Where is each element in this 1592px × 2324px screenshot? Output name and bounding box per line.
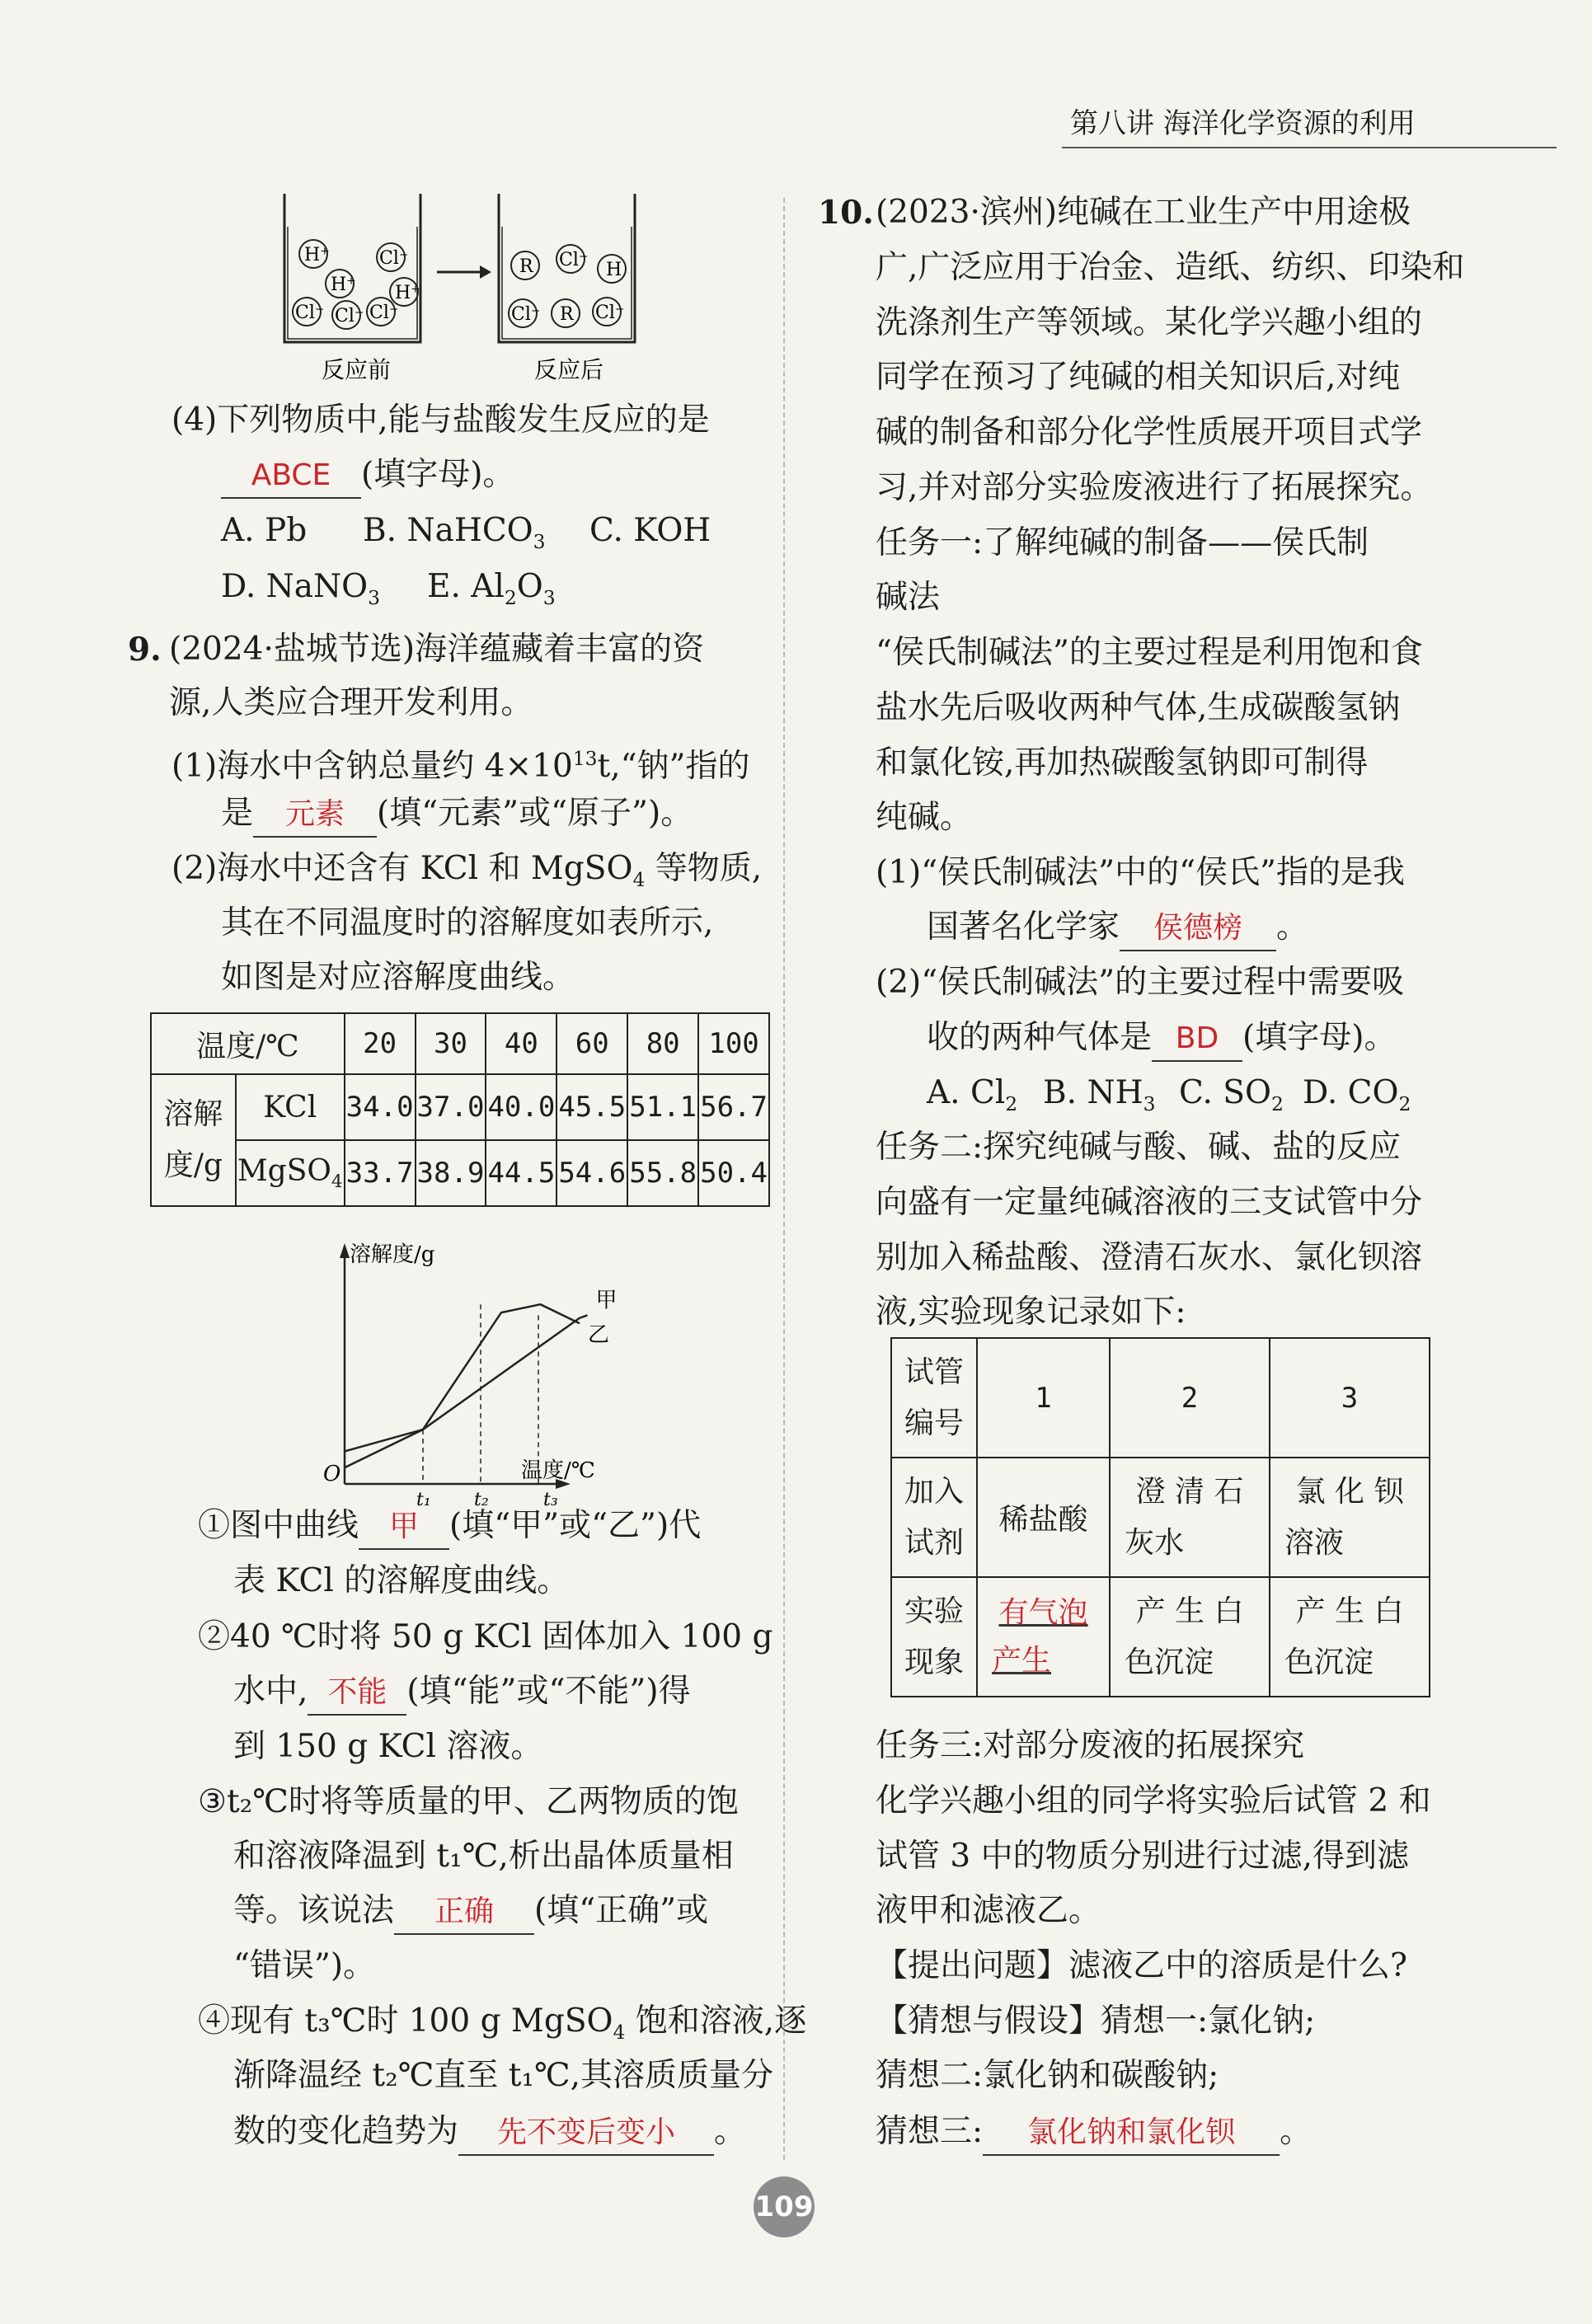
solubility-table	[150, 1012, 770, 1207]
ion: H⁺	[395, 283, 420, 303]
q9-p2-line3: 如图是对应溶解度曲线。	[221, 959, 575, 996]
reaction-diagram	[280, 190, 651, 387]
q10-line6: 习,并对部分实验废液进行了拓展探究。	[876, 469, 1433, 506]
q10-line5: 碱的制备和部分化学性质展开项目式学	[876, 414, 1423, 451]
q9-p1-line2: 是 元素 (填“元素”或“原子”)。	[221, 786, 693, 841]
hypothesis-1: 【猜想与假设】猜想一:氯化钠;	[876, 2002, 1316, 2040]
answer-blank: 侯德榜	[1120, 907, 1276, 951]
ion: R	[560, 304, 574, 325]
q9-line2: 源,人类应合理开发利用。	[169, 684, 533, 721]
y-axis-label: 溶解度/g	[350, 1242, 435, 1267]
temp-header: 温度/℃	[151, 1013, 345, 1074]
series-line-2	[345, 1304, 580, 1451]
q10-p1-line1: (1)“侯氏制碱法”中的“侯氏”指的是我	[876, 854, 1405, 891]
task3-line3: 液甲和滤液乙。	[876, 1892, 1101, 1929]
q8-4-option-c: C. KOH	[589, 512, 711, 549]
q10-p1-line2: 国著名化学家 侯德榜 。	[927, 900, 1308, 955]
origin-label: O	[323, 1462, 341, 1486]
task1-line4: 纯碱。	[876, 799, 973, 836]
reagent-cell: 稀盐酸	[977, 1458, 1110, 1577]
question-raised: 【提出问题】滤液乙中的溶质是什么?	[876, 1947, 1407, 1984]
q9-s1-line2: 表 KCl 的溶解度曲线。	[233, 1562, 570, 1599]
q9-s4-line2: 渐降温经 t₂℃直至 t₁℃,其溶质质量分	[233, 2057, 774, 2094]
kcl-cell: 40.0	[486, 1074, 556, 1140]
q10-line2: 广,广泛应用于冶金、造纸、纺织、印染和	[876, 249, 1465, 286]
temp-cell: 100	[698, 1013, 769, 1074]
x-tick-label: t₂	[474, 1490, 489, 1509]
temp-cell: 40	[486, 1013, 556, 1074]
temp-cell: 20	[345, 1013, 416, 1074]
ion: Cl⁻	[379, 248, 409, 269]
kcl-cell: 51.1	[627, 1074, 698, 1140]
q8-4-option-e: E. $Al_2O_3$	[427, 568, 556, 609]
task2-line1: 向盛有一定量纯碱溶液的三支试管中分	[876, 1184, 1423, 1221]
task1-line3: 和氯化铵,再加热碳酸氢钠即可制得	[876, 744, 1369, 782]
q9-p2-line1: (2)海水中还含有 KCl 和 MgSO$_4$ 等物质,	[171, 850, 763, 891]
ion: H⁺	[304, 245, 330, 265]
mgso4-cell: 54.6	[556, 1140, 627, 1206]
task1-title-cont: 碱法	[876, 579, 941, 616]
q9-p2-line2: 其在不同温度时的溶解度如表所示,	[221, 904, 714, 941]
q9-s3-line1: ③t₂℃时将等质量的甲、乙两物质的饱	[198, 1783, 739, 1820]
q8-4-options-row1	[221, 504, 307, 558]
ion: Cl⁻	[595, 303, 625, 323]
q10-option-c: C. $SO_2$	[1179, 1074, 1284, 1115]
task1-line1: “侯氏制碱法”的主要过程是利用饱和食	[876, 634, 1423, 671]
q9-s2-line2: 水中, 不能 (填“能”或“不能”)得	[233, 1664, 691, 1719]
q9-s3-line2: 和溶液降温到 t₁℃,析出晶体质量相	[233, 1838, 734, 1875]
chapter-title: 第八讲 海洋化学资源的利用	[1070, 107, 1416, 140]
answer-blank: ABCE	[221, 454, 361, 499]
mgso4-cell: 38.9	[416, 1140, 486, 1206]
series-label: 乙	[588, 1322, 610, 1348]
answer-blank: 氯化钠和氯化钡	[983, 2111, 1280, 2156]
reaction-arrow	[437, 265, 491, 279]
kcl-cell: 56.7	[698, 1074, 769, 1140]
q10-line1: (2023·滨州)纯碱在工业生产中用途极	[876, 194, 1411, 231]
temp-cell: 80	[627, 1013, 698, 1074]
series-label: 甲	[595, 1288, 618, 1313]
tube-number: 2	[1110, 1338, 1270, 1458]
task1-line2: 盐水先后吸收两种气体,生成碳酸氢钠	[876, 689, 1401, 726]
answer-blank: 先不变后变小	[458, 2111, 714, 2156]
ion: H	[606, 260, 622, 280]
task2-line3: 液,实验现象记录如下:	[876, 1293, 1186, 1331]
hypothesis-2: 猜想二:氯化钠和碳酸钠;	[876, 2057, 1219, 2094]
q10-line3: 洗涤剂生产等领域。某化学兴趣小组的	[876, 304, 1423, 341]
temp-cell: 30	[416, 1013, 486, 1074]
page-header	[1070, 101, 1416, 141]
page-number-badge	[754, 2176, 815, 2237]
q9-s1-line1: ①图中曲线 甲 (填“甲”或“乙”)代	[198, 1499, 701, 1553]
answer-blank: 正确	[394, 1890, 534, 1935]
kcl-cell: 34.0	[345, 1074, 416, 1140]
q10-line4: 同学在预习了纯碱的相关知识后,对纯	[876, 359, 1401, 396]
q8-4-line1: (4)下列物质中,能与盐酸发生反应的是	[171, 401, 710, 439]
ion: Cl⁻	[559, 250, 589, 270]
x-tick-label: t₃	[543, 1490, 558, 1509]
after-label: 反应后	[534, 356, 604, 383]
y-axis-arrow	[340, 1243, 350, 1258]
ion: Cl⁻	[295, 303, 325, 323]
mgso4-label: MgSO$_4$	[236, 1140, 345, 1206]
ions-before	[293, 240, 420, 329]
ion: R	[519, 256, 533, 277]
experiment-table	[890, 1337, 1430, 1697]
solubility-label: 溶解 度/g	[151, 1074, 236, 1206]
phenomenon-cell: 产 生 白 色沉淀	[1110, 1577, 1270, 1697]
reagent-label: 加入 试剂	[891, 1458, 977, 1577]
column-divider	[783, 198, 785, 2160]
series-line-1	[345, 1315, 588, 1467]
temp-cell: 60	[556, 1013, 627, 1074]
phenomenon-answer: 有气泡 产生	[977, 1577, 1110, 1697]
q9-s4-line1: ④现有 t₃℃时 100 g MgSO$_4$ 饱和溶液,逐	[198, 2002, 807, 2044]
q9-number: 9.	[128, 631, 162, 669]
task2-title: 任务二:探究纯碱与酸、碱、盐的反应	[876, 1129, 1402, 1166]
phenomenon-cell: 产 生 白 色沉淀	[1270, 1577, 1430, 1697]
answer-blank: 甲	[359, 1505, 449, 1550]
reagent-cell: 澄 清 石 灰水	[1110, 1458, 1270, 1577]
option-a: A. Pb	[221, 512, 308, 549]
q8-4-option-d: D. NaNO$_3$	[221, 568, 381, 609]
tube-number: 1	[977, 1338, 1110, 1458]
q9-s2-line1: ②40 ℃时将 50 g KCl 固体加入 100 g	[198, 1618, 773, 1655]
q9-s4-line3: 数的变化趋势为 先不变后变小 。	[233, 2105, 746, 2159]
task3-line2: 试管 3 中的物质分别进行过滤,得到滤	[876, 1838, 1410, 1875]
ion: Cl⁻	[369, 303, 399, 323]
ions-after	[509, 245, 626, 327]
tube-number: 3	[1270, 1338, 1430, 1458]
q10-p2-line2: 收的两种气体是 BD (填字母)。	[927, 1011, 1396, 1065]
q9-s2-line3: 到 150 g KCl 溶液。	[233, 1728, 543, 1765]
mgso4-cell: 50.4	[698, 1140, 769, 1206]
mgso4-cell: 44.5	[486, 1140, 556, 1206]
task3-line1: 化学兴趣小组的同学将实验后试管 2 和	[876, 1782, 1431, 1819]
q8-4-option-b: B. NaHCO$_3$	[363, 512, 546, 553]
q10-number: 10.	[818, 194, 874, 232]
header-label: 试管 编号	[891, 1338, 977, 1458]
answer-blank: 元素	[253, 793, 377, 838]
header-rule	[1062, 147, 1557, 148]
task1-title: 任务一:了解纯碱的制备——侯氏制	[876, 524, 1369, 561]
solubility-chart	[313, 1237, 627, 1509]
q9-line1: (2024·盐城节选)海洋蕴藏着丰富的资	[169, 631, 705, 668]
hypothesis-3: 猜想三: 氯化钠和氯化钡 。	[876, 2105, 1312, 2159]
answer-blank: BD	[1152, 1017, 1242, 1062]
kcl-cell: 37.0	[416, 1074, 486, 1140]
q10-option-b: B. $NH_3$	[1043, 1074, 1156, 1115]
x-axis-label: 温度/℃	[521, 1458, 595, 1483]
before-label: 反应前	[322, 356, 392, 383]
q9-s3-line3: 等。该说法 正确 (填“正确”或	[233, 1884, 708, 1938]
ion: Cl⁻	[511, 304, 541, 325]
q10-option-d: D. $CO_2$	[1303, 1074, 1411, 1115]
kcl-cell: 45.5	[556, 1074, 627, 1140]
task3-title: 任务三:对部分废液的拓展探究	[876, 1727, 1305, 1764]
x-tick-label: t₁	[416, 1490, 431, 1509]
mgso4-cell: 55.8	[627, 1140, 698, 1206]
kcl-label: KCl	[236, 1074, 345, 1140]
q9-s3-line4: “错误”)。	[233, 1947, 376, 1984]
ion: H⁺	[331, 275, 356, 295]
task2-line2: 别加入稀盐酸、澄清石灰水、氯化钡溶	[876, 1239, 1423, 1276]
phenomenon-label: 实验 现象	[891, 1577, 977, 1697]
page-number: 109	[754, 2190, 814, 2223]
answer-blank: 不能	[308, 1671, 406, 1716]
mgso4-cell: 33.7	[345, 1140, 416, 1206]
q8-4-line2: ABCE (填字母)。	[221, 448, 514, 502]
ion: Cl⁻	[335, 306, 364, 326]
q10-option-a: A. $Cl_2$	[927, 1074, 1018, 1115]
reagent-cell: 氯 化 钡 溶液	[1270, 1458, 1430, 1577]
q9-p1-line1: (1)海水中含钠总量约 $4\times 10^{13}t,“$钠”指的	[171, 747, 750, 785]
q10-p2-line1: (2)“侯氏制碱法”的主要过程中需要吸	[876, 964, 1405, 1001]
